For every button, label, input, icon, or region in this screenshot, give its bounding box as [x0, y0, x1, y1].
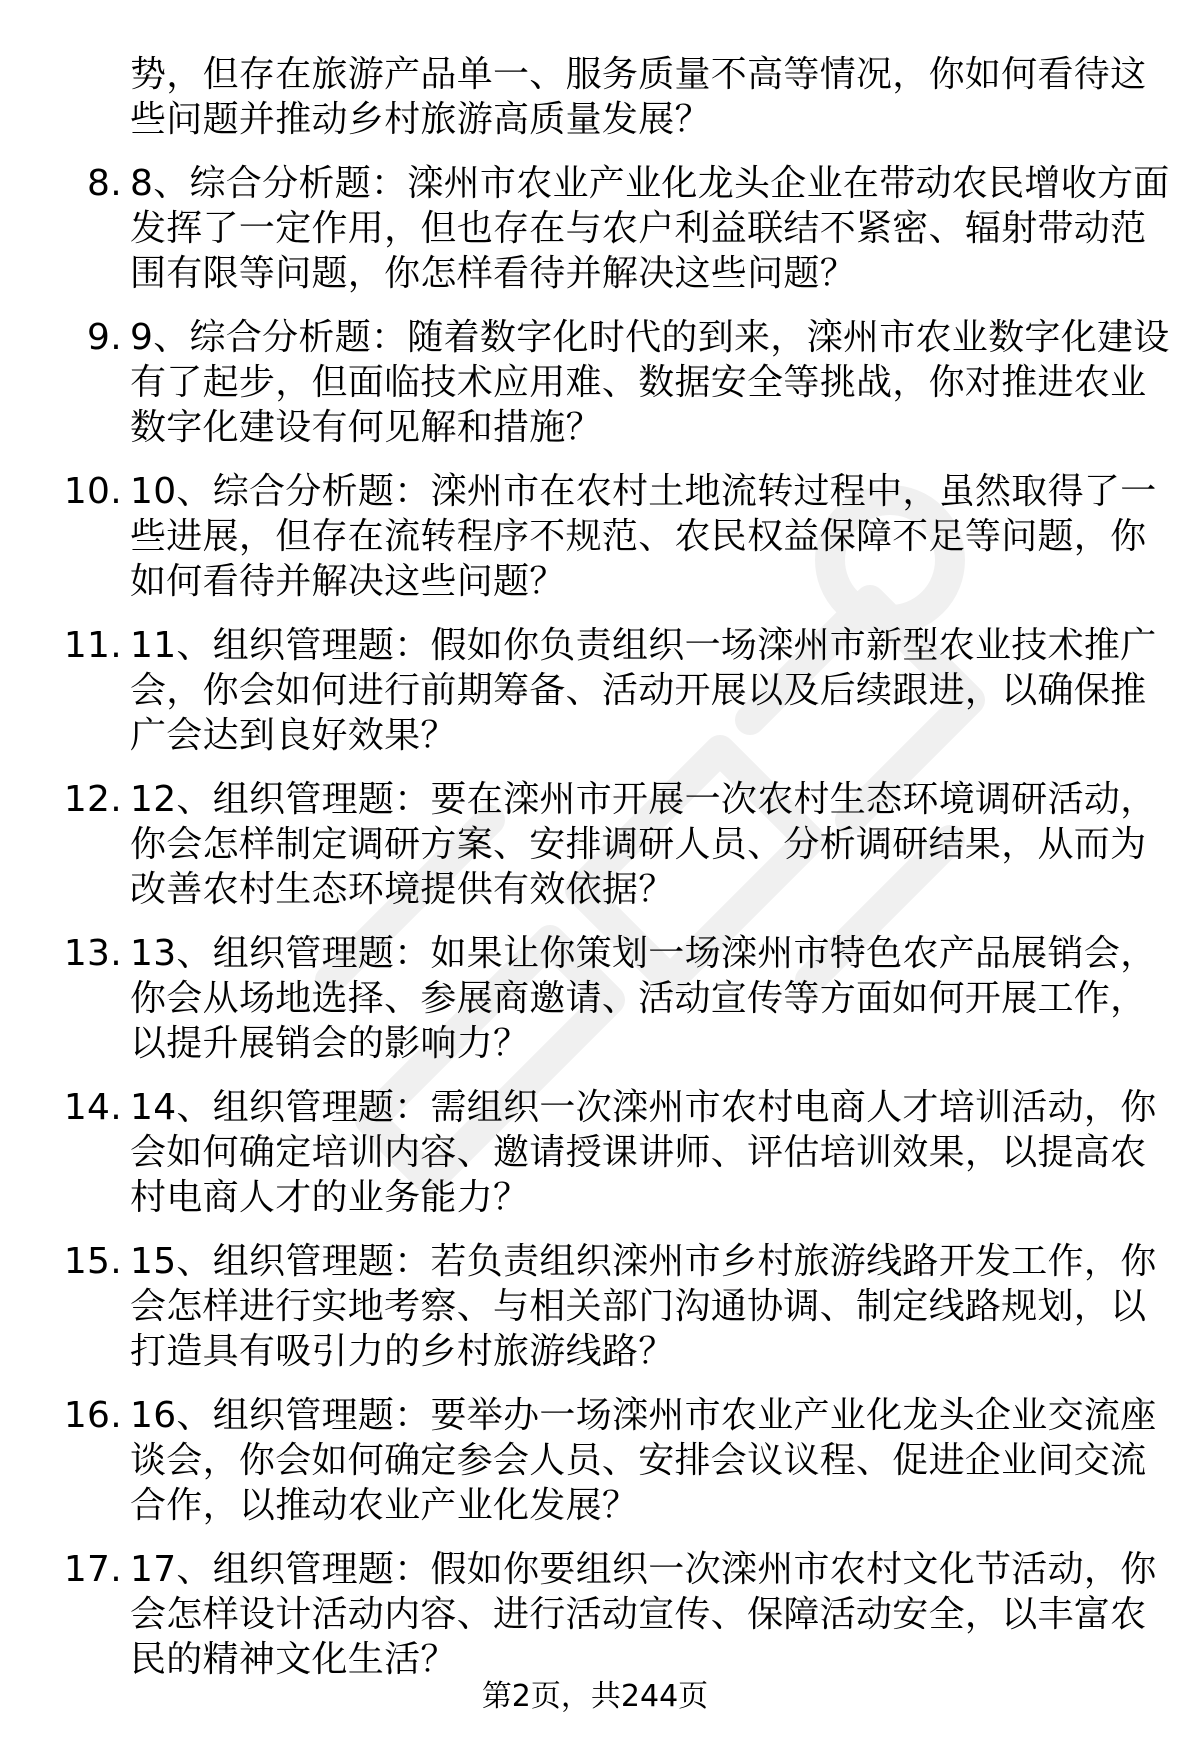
list-item-number: 13. [63, 933, 122, 974]
list-item-number: 15. [63, 1241, 122, 1282]
list-item [0, 623, 1190, 758]
list-item [0, 1239, 1190, 1374]
list-item-text: 10、综合分析题：滦州市在农村土地流转过程中，虽然取得了一些进展，但存在流转程序不规范、农民权益保障不足等问题，你如何看待并解决这些问题？ [130, 471, 1157, 602]
page-number-label: 第2页，共244页 [481, 1679, 709, 1714]
list-item-number: 17. [63, 1549, 122, 1590]
list-item-number: 8. [87, 163, 122, 204]
list-item-text: 13、组织管理题：如果让你策划一场滦州市特色农产品展销会，你会从场地选择、参展商邀请、活动宣传等方面如何开展工作，以提升展销会的影响力？ [130, 933, 1157, 1064]
list-item-number: 11. [63, 625, 122, 666]
question-list [0, 52, 1190, 1682]
list-item [0, 1547, 1190, 1682]
list-item-number: 16. [63, 1395, 122, 1436]
list-item-text: 12、组织管理题：要在滦州市开展一次农村生态环境调研活动，你会怎样制定调研方案、安排调研人员、分析调研结果，从而为改善农村生态环境提供有效依据？ [130, 779, 1157, 910]
list-item [0, 161, 1190, 296]
list-item-text: 17、组织管理题：假如你要组织一次滦州市农村文化节活动，你会怎样设计活动内容、进行活动宣传、保障活动安全，以丰富农民的精神文化生活？ [130, 1549, 1157, 1680]
list-item [0, 52, 1190, 142]
list-item [0, 931, 1190, 1066]
page-footer [0, 1677, 1190, 1717]
list-item-text: 16、组织管理题：要举办一场滦州市农业产业化龙头企业交流座谈会，你会如何确定参会人员、安排会议议程、促进企业间交流合作，以推动农业产业化发展？ [130, 1395, 1157, 1526]
list-item-text: 8、综合分析题：滦州市农业产业化龙头企业在带动农民增收方面发挥了一定作用，但也存在与农户利益联结不紧密、辐射带动范围有限等问题，你怎样看待并解决这些问题？ [130, 163, 1170, 294]
list-item-text: 15、组织管理题：若负责组织滦州市乡村旅游线路开发工作，你会怎样进行实地考察、与相关部门沟通协调、制定线路规划，以打造具有吸引力的乡村旅游线路？ [130, 1241, 1157, 1372]
list-item [0, 1085, 1190, 1220]
question-list-container [0, 52, 1190, 1682]
list-item [0, 777, 1190, 912]
list-item-text: 11、组织管理题：假如你负责组织一场滦州市新型农业技术推广会，你会如何进行前期筹备、活动开展以及后续跟进，以确保推广会达到良好效果？ [130, 625, 1157, 756]
list-item [0, 315, 1190, 450]
list-item [0, 1393, 1190, 1528]
list-item-number: 12. [63, 779, 122, 820]
list-item-number: 14. [63, 1087, 122, 1128]
list-item-text: 14、组织管理题：需组织一次滦州市农村电商人才培训活动，你会如何确定培训内容、邀请授课讲师、评估培训效果，以提高农村电商人才的业务能力？ [130, 1087, 1157, 1218]
list-item-number: 10. [63, 471, 122, 512]
list-item-text: 9、综合分析题：随着数字化时代的到来，滦州市农业数字化建设有了起步，但面临技术应用难、数据安全等挑战，你对推进农业数字化建设有何见解和措施？ [130, 317, 1170, 448]
list-item-number: 9. [87, 317, 122, 358]
list-item-text: 势，但存在旅游产品单一、服务质量不高等情况，你如何看待这些问题并推动乡村旅游高质量发展？ [130, 54, 1147, 140]
list-item [0, 469, 1190, 604]
